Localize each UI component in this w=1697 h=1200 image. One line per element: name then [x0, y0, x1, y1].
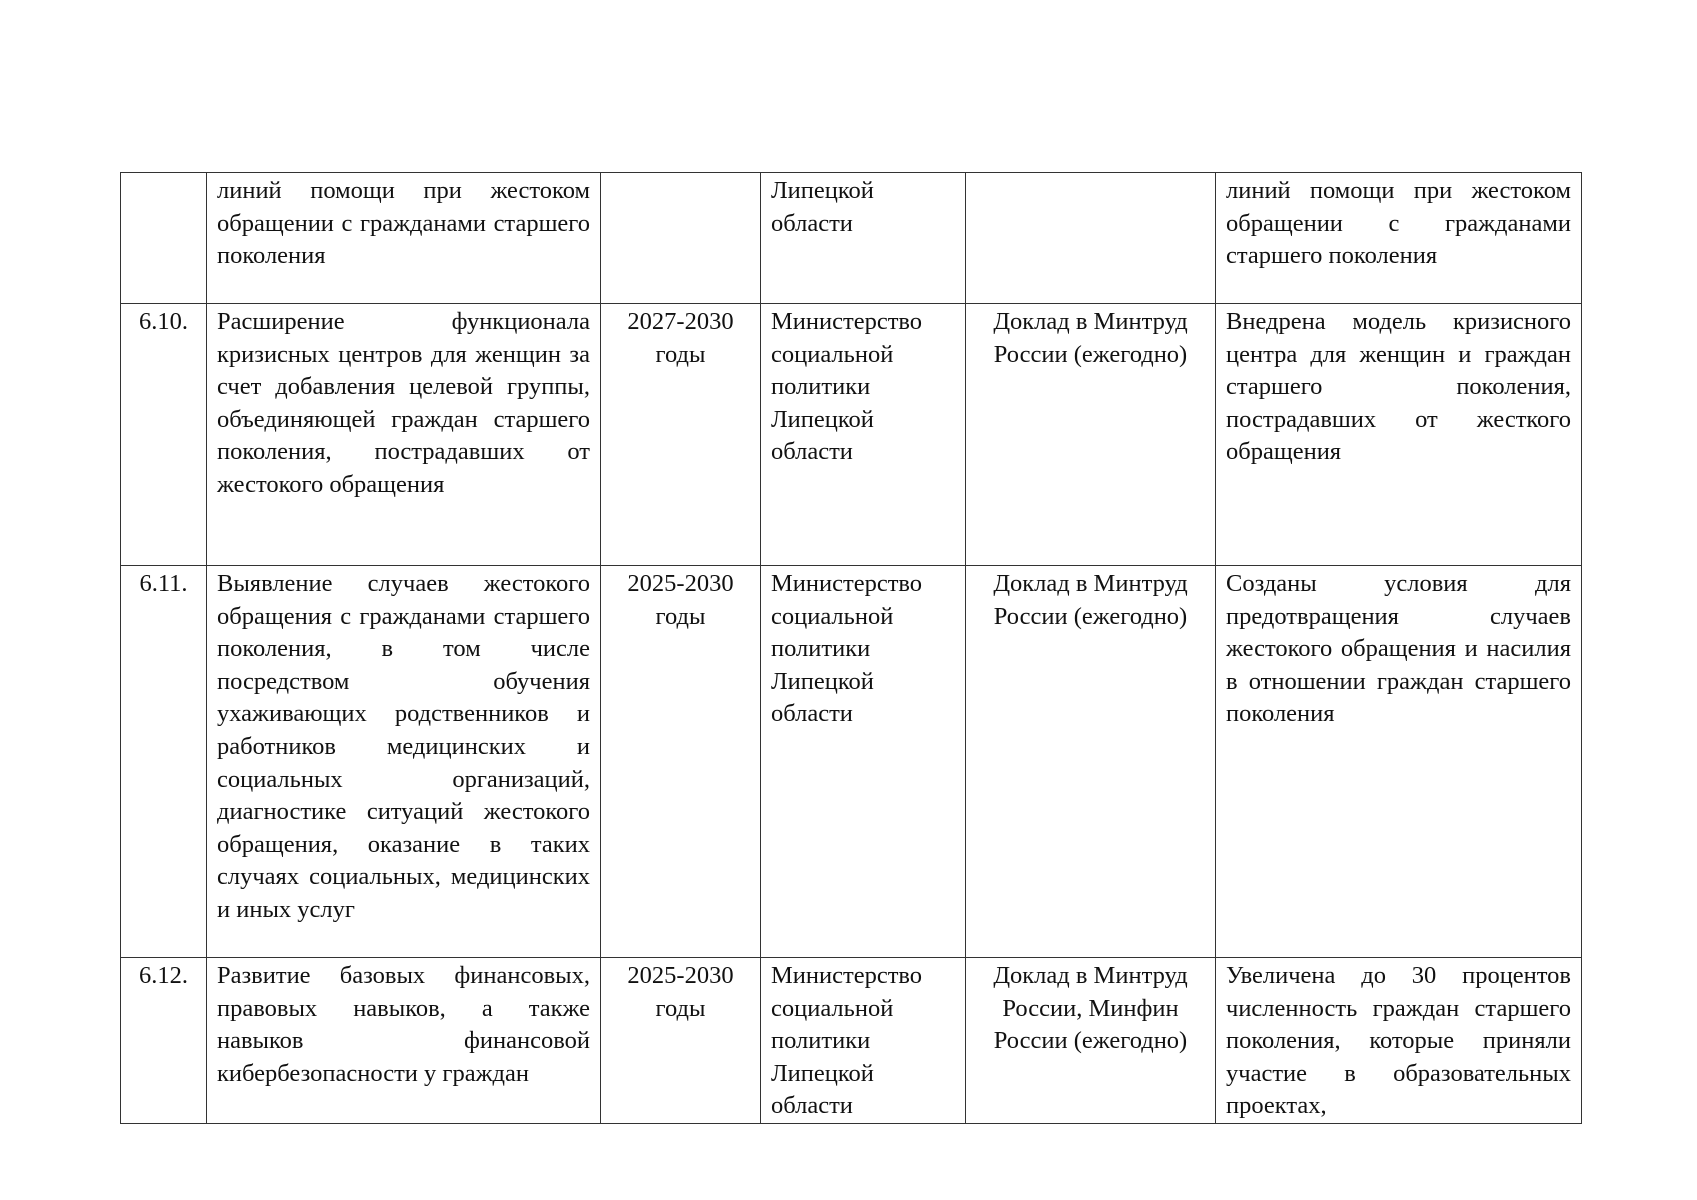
activity-cell: Расширение функционала кризисных центров для женщин за счет добавления целевой группы, объединяющей граждан старшего поколения, пострадавших от жестокого обращения — [207, 304, 601, 566]
activity-cell: Развитие базовых финансовых, правовых навыков, а также навыков финансовой кибербезопасности у граждан — [207, 958, 601, 1124]
result-cell: Созданы условия для предотвращения случаев жестокого обращения и насилия в отношении граждан старшего поколения — [1216, 566, 1582, 958]
row-number: 6.11. — [121, 566, 207, 958]
measures-table — [120, 172, 1582, 1124]
table-row — [121, 958, 1582, 1124]
activity-cell: Выявление случаев жестокого обращения с гражданами старшего поколения, в том числе посредством обучения ухаживающих родственников и работников медицинских и социальных организаций, диагностике ситуаций жестокого обращения, оказание в таких случаях социальных, медицинских и иных услуг — [207, 566, 601, 958]
row-number: 6.12. — [121, 958, 207, 1124]
report-cell: Доклад в Минтруд России (ежегодно) — [966, 304, 1216, 566]
table-row — [121, 566, 1582, 958]
result-cell: Увеличена до 30 процентов численность граждан старшего поколения, которые приняли участие в образовательных проектах, — [1216, 958, 1582, 1124]
result-cell: линий помощи при жестоком обращении с гражданами старшего поколения — [1216, 173, 1582, 304]
result-cell: Внедрена модель кризисного центра для женщин и граждан старшего поколения, пострадавших от жесткого обращения — [1216, 304, 1582, 566]
table-row — [121, 173, 1582, 304]
report-cell: Доклад в Минтруд России (ежегодно) — [966, 566, 1216, 958]
executor-cell: Министерство социальной политики Липецкой области — [761, 958, 966, 1124]
executor-cell: Липецкой области — [761, 173, 966, 304]
row-number — [121, 173, 207, 304]
report-cell: Доклад в Минтруд России, Минфин России (ежегодно) — [966, 958, 1216, 1124]
period-cell: 2025-2030 годы — [601, 958, 761, 1124]
table-row — [121, 304, 1582, 566]
report-cell — [966, 173, 1216, 304]
period-cell: 2025-2030 годы — [601, 566, 761, 958]
row-number: 6.10. — [121, 304, 207, 566]
activity-cell: линий помощи при жестоком обращении с гражданами старшего поколения — [207, 173, 601, 304]
period-cell — [601, 173, 761, 304]
executor-cell: Министерство социальной политики Липецкой области — [761, 566, 966, 958]
executor-cell: Министерство социальной политики Липецкой области — [761, 304, 966, 566]
period-cell: 2027-2030 годы — [601, 304, 761, 566]
